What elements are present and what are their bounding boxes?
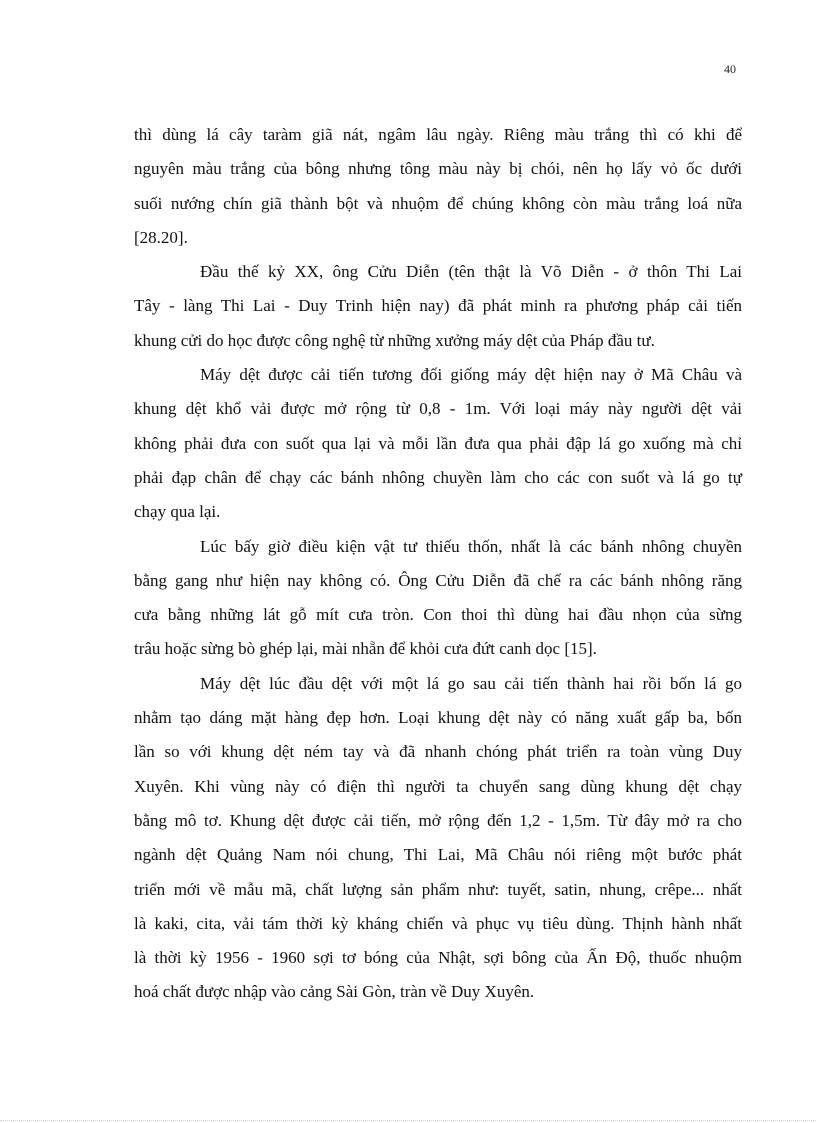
text-line: bằng gang như hiện nay không có. Ông Cửu Diễn đã chế ra các bánh nhông răng [134, 570, 742, 590]
text-line: chạy qua lại. [134, 502, 221, 522]
text-line: là thời kỳ 1956 - 1960 sợi tơ bóng của Nhật, sợi bông của Ấn Độ, thuốc nhuộm [134, 948, 742, 968]
text-line: [28.20]. [134, 227, 188, 247]
text-line: triển mới về mẫu mã, chất lượng sản phẩm như: tuyết, satin, nhung, crêpe... nhất [134, 879, 742, 899]
text-line: Lúc bấy giờ điều kiện vật tư thiếu thốn, nhất là các bánh nhông chuyền [200, 536, 742, 556]
body-text [134, 118, 742, 1010]
text-line: cưa bằng những lát gỗ mít cưa tròn. Con thoi thì dùng hai đầu nhọn của sừng [134, 605, 742, 625]
text-line: nhằm tạo dáng mặt hàng đẹp hơn. Loại khung dệt này có năng xuất gấp ba, bốn [134, 708, 742, 728]
text-line: hoá chất được nhập vào cảng Sài Gòn, tràn về Duy Xuyên. [134, 982, 535, 1002]
text-line: Máy dệt được cải tiến tương đối giống máy dệt hiện nay ở Mã Châu và [200, 365, 742, 385]
text-line: nguyên màu trắng của bông nhưng tông màu này bị chói, nên họ lấy vỏ ốc dưới [134, 159, 742, 179]
text-line: Đầu thế kỷ XX, ông Cửu Diễn (tên thật là Võ Diễn - ở thôn Thi Lai [200, 262, 742, 282]
text-line: khung dệt khổ vải được mở rộng từ 0,8 - 1m. Với loại máy này người dệt vải [134, 399, 742, 419]
text-line: suối nướng chín giã thành bột và nhuộm để chúng không còn màu trắng loá nữa [134, 193, 742, 213]
text-line: không phải đưa con suốt qua lại và mỗi lần đưa qua phải đập lá go xuống mà chỉ [134, 433, 742, 453]
text-line: Xuyên. Khi vùng này có điện thì người ta chuyển sang dùng khung dệt chạy [134, 776, 742, 796]
page-number: 40 [724, 62, 736, 76]
text-line: trâu hoặc sừng bò ghép lại, mài nhẵn để khỏi cưa đứt canh dọc [15]. [134, 639, 597, 659]
text-line: lần so với khung dệt ném tay và đã nhanh chóng phát triển ra toàn vùng Duy [134, 742, 742, 762]
page-bottom-divider [0, 1120, 816, 1121]
text-line: là kaki, cita, vải tám thời kỳ kháng chiến và phục vụ tiêu dùng. Thịnh hành nhất [134, 913, 742, 933]
text-line: phải đạp chân để chạy các bánh nhông chuyền làm cho các con suốt và lá go tự [134, 467, 742, 487]
text-line: thì dùng lá cây taràm giã nát, ngâm lâu ngày. Riêng màu trắng thì có khi để [134, 125, 742, 144]
text-line: Máy dệt lúc đầu dệt với một lá go sau cải tiến thành hai rồi bốn lá go [200, 673, 742, 693]
text-line: khung cửi do học được công nghệ từ những xưởng máy dệt của Pháp đầu tư. [134, 330, 655, 350]
text-line: Tây - làng Thi Lai - Duy Trinh hiện nay) đã phát minh ra phương pháp cải tiến [134, 296, 742, 316]
text-line: bằng mô tơ. Khung dệt được cải tiến, mở rộng đến 1,2 - 1,5m. Từ đây mở ra cho [134, 810, 742, 830]
text-line: ngành dệt Quảng Nam nói chung, Thi Lai, Mã Châu nói riêng một bước phát [134, 845, 742, 865]
